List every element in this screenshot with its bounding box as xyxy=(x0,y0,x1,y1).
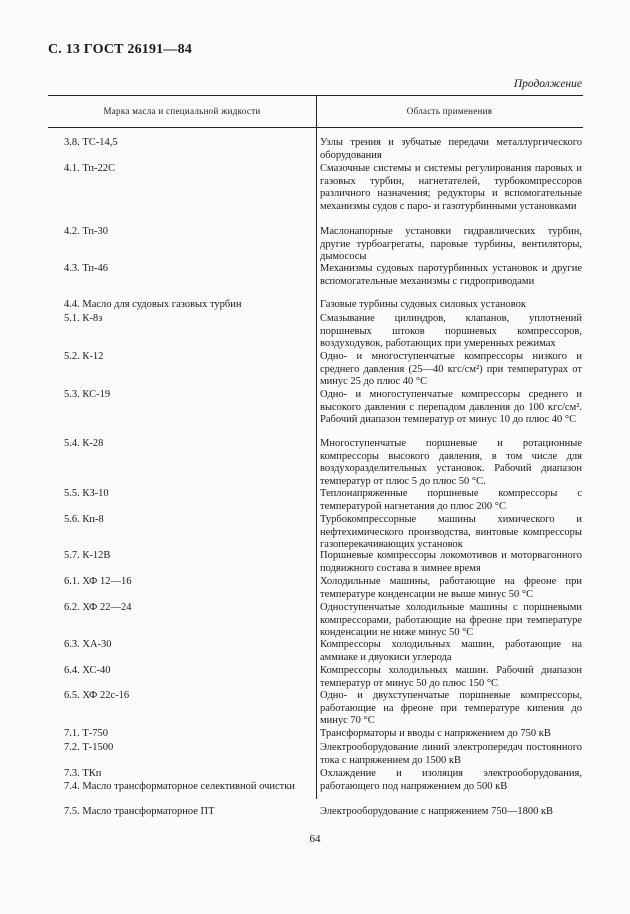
page-header-title: С. 13 ГОСТ 26191—84 xyxy=(48,42,192,57)
oil-mark: 4.3. Тп-46 xyxy=(64,263,109,274)
oil-mark: 4.4. Масло для судовых газовых турбин xyxy=(64,299,242,310)
oil-mark: 5.4. К-28 xyxy=(64,438,104,449)
oil-mark: 6.1. ХФ 12—16 xyxy=(64,576,132,587)
oil-mark: 4.1. Тп-22С xyxy=(64,163,116,174)
application-area: Многоступенчатые поршневые и ротационные компрессоры высокого давления, в том числе для воздухоразделительных установок. Рабочий диапазон температур от плюс 5 до плюс 50 °С. xyxy=(320,438,582,487)
application-area: Узлы трения и зубчатые передачи металлургического оборудования xyxy=(320,137,582,161)
oil-mark: 7.3. ТКп xyxy=(64,768,102,779)
application-area: Компрессоры холодильных машин. Рабочий диапазон температур от минус 50 до плюс 150 °С xyxy=(320,665,582,689)
application-area: Одно- и многоступенчатые компрессоры среднего и высокого давления с перепадом давления до 100 кгс/см². Рабочий диапазон температур от минус 10 до плюс 40 °С xyxy=(320,389,582,426)
oil-mark: 7.5. Масло трансформаторное ПТ xyxy=(64,806,215,817)
application-area: Охлаждение и изоляция электрооборудования, работающего под напряжением до 500 кВ xyxy=(320,768,582,792)
oil-application-table xyxy=(48,95,583,817)
oil-mark: 6.4. ХС-40 xyxy=(64,665,111,676)
application-area: Теплонапряженные поршневые компрессоры с температурой нагнетания до плюс 200 °С xyxy=(320,488,582,512)
application-area: Турбокомпрессорные машины химического и нефтехимического производства, винтовые компрессоры газоперекачивающих установок xyxy=(320,514,582,551)
application-area: Газовые турбины судовых силовых установок xyxy=(320,299,526,310)
oil-mark: 3.8. ТС-14,5 xyxy=(64,137,118,148)
oil-mark: 5.5. КЗ-10 xyxy=(64,488,109,499)
oil-mark: 5.7. К-12В xyxy=(64,550,111,561)
continuation-label: Продолжение xyxy=(513,78,582,90)
oil-mark: 7.4. Масло трансформаторное селективной очистки xyxy=(64,781,295,792)
oil-mark: 5.6. Кп-8 xyxy=(64,514,104,525)
application-area: Одно- и двухступенчатые поршневые компрессоры, работающие на фреоне при температуре кипения до минус 70 °С xyxy=(320,690,582,727)
page-number: 64 xyxy=(309,833,321,845)
application-area: Смазывание цилиндров, клапанов, уплотнений поршневых штоков поршневых компрессоров, воздуходувок, работающих при умеренных режимах xyxy=(320,313,582,350)
column-header-area: Область применения xyxy=(406,106,493,116)
application-area: Смазочные системы и системы регулирования паровых и газовых турбин, нагнетателей, турбокомпрессоров различного назначения; редукторы и вспомогательные механизмы судов с паро- и газотурбинными установками xyxy=(320,163,582,212)
oil-mark: 4.2. Тп-30 xyxy=(64,226,109,237)
application-area: Электрооборудование линий электропередач постоянного тока с напряжением до 1500 кВ xyxy=(320,742,582,766)
application-area: Компрессоры холодильных машин, работающие на аммиаке и двуокиси углерода xyxy=(320,639,582,663)
application-area: Одноступенчатые холодильные машины с поршневыми компрессорами, работающие на фреоне при температуре конденсации не ниже минус 50 °С xyxy=(320,602,582,639)
column-header-mark: Марка масла и специальной жидкости xyxy=(103,106,261,116)
oil-mark: 6.5. ХФ 22с-16 xyxy=(64,690,130,701)
column-divider xyxy=(316,95,317,799)
application-area: Электрооборудование с напряжением 750—1800 кВ xyxy=(320,806,554,817)
oil-mark: 5.2. К-12 xyxy=(64,351,104,362)
oil-mark: 7.1. Т-750 xyxy=(64,728,109,739)
oil-mark: 6.3. ХА-30 xyxy=(64,639,112,650)
application-area: Трансформаторы и вводы с напряжением до 750 кВ xyxy=(320,728,551,739)
application-area: Маслонапорные установки гидравлических турбин, другие турбоагрегаты, паровые турбины, вентиляторы, дымососы xyxy=(320,226,582,263)
oil-mark: 6.2. ХФ 22—24 xyxy=(64,602,132,613)
application-area: Механизмы судовых паротурбинных установок и другие вспомогательные механизмы с гидроприводами xyxy=(320,263,582,287)
oil-mark: 5.1. К-8з xyxy=(64,313,103,324)
application-area: Холодильные машины, работающие на фреоне при температуре конденсации не выше минус 50 °С xyxy=(320,576,582,600)
oil-mark: 5.3. КС-19 xyxy=(64,389,111,400)
application-area: Поршневые компрессоры локомотивов и моторвагонного подвижного состава в зимнее время xyxy=(320,550,582,574)
oil-mark: 7.2. Т-1500 xyxy=(64,742,114,753)
application-area: Одно- и многоступенчатые компрессоры низкого и среднего давления (25—40 кгс/см²) при температурах от минус 25 до плюс 40 °С xyxy=(320,351,582,388)
